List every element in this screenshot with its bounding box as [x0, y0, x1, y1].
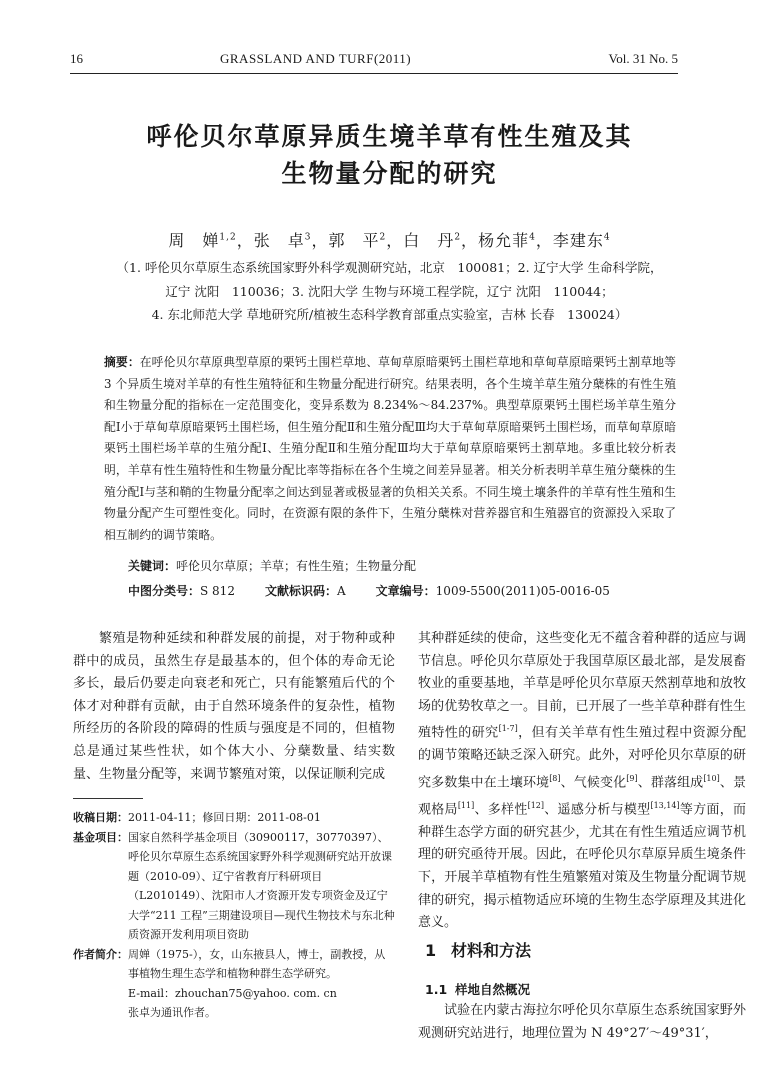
text-run: 、气候变化: [560, 775, 627, 791]
author-affil: 1,2: [219, 232, 237, 243]
abstract: [104, 352, 676, 546]
body-paragraph: 试验在内蒙古海拉尔呼伦贝尔草原生态系统国家野外观测研究站进行，地理位置为 N 49°27′～49°31′，: [418, 1003, 746, 1041]
paper-title-line2: 生物量分配的研究: [281, 159, 498, 188]
citation[interactable]: [9]: [626, 773, 638, 783]
fund-label: 基金项目：: [73, 830, 128, 844]
author-bio-label: 作者简介：: [73, 947, 128, 961]
corresponding-author: 张卓为通讯作者。: [128, 1006, 216, 1019]
article-no-value: 1009-5500(2011)05-0016-05: [435, 584, 610, 598]
author-name: 杨允菲: [478, 231, 530, 250]
author-email: E-mail：zhouchan75@yahoo. com. cn: [128, 986, 337, 1000]
body-column-right-cont: [418, 1000, 746, 1045]
citation[interactable]: [8]: [549, 773, 561, 783]
subsection-heading: [425, 980, 530, 998]
section-title: 材料和方法: [451, 941, 532, 960]
citation[interactable]: [11]: [457, 800, 475, 810]
text-run: 、景观格局: [418, 775, 746, 818]
body-paragraph: [418, 628, 746, 935]
text-run: 、群落组成: [637, 775, 704, 791]
abstract-label: 摘要：: [104, 355, 140, 369]
affiliation-line: 4. 东北师范大学 草地研究所/植被生态科学教育部重点实验室，吉林 长春 130024）: [151, 307, 628, 322]
author-affil: 2: [379, 232, 387, 243]
citation[interactable]: [10]: [703, 773, 720, 783]
author-name: 白 丹: [403, 231, 455, 250]
affiliation-line: （1. 呼伦贝尔草原生态系统国家野外科学观测研究站，北京 100081；2. 辽宁大学 生命科学院，: [116, 260, 663, 275]
body-column-left: [73, 628, 395, 786]
header-rule: [70, 73, 678, 74]
author-affil: 4: [603, 232, 611, 243]
dates-value: 2011-04-11；修回日期：2011-08-01: [128, 811, 321, 824]
volume-issue: Vol. 31 No. 5: [608, 51, 678, 66]
section-heading: [425, 938, 531, 961]
body-column-right: [418, 628, 746, 935]
subsection-number: 1.1: [425, 982, 448, 997]
author-name: 郭 平: [328, 231, 380, 250]
paper-title-line1: 呼伦贝尔草原异质生境羊草有性生殖及其: [146, 122, 633, 151]
footnote-rule: [73, 798, 143, 799]
text-run: 等方面，而种群生态学方面的研究甚少，尤其在有性生殖适应调节机理的研究亟待开展。因此，在呼伦贝尔草原异质生境条件下，开展羊草植物有性生殖繁殖对策及生物量分配调节规律的研究，揭示植物适应环境的生物生态学原理及其进化意义。: [418, 802, 746, 931]
author-bio-value: [128, 945, 395, 1023]
doc-code-value: A: [336, 584, 346, 598]
subsection-title: 样地自然概况: [455, 982, 531, 997]
footnotes: [73, 808, 395, 1023]
affiliation-line: 辽宁 沈阳 110036；3. 沈阳大学 生物与环境工程学院，辽宁 沈阳 110044；: [165, 284, 614, 299]
author-affil: 4: [529, 232, 536, 243]
author-name: 张 卓: [253, 231, 305, 250]
article-no-label: 文章编号：: [375, 584, 436, 598]
clc-value: S 812: [200, 584, 235, 598]
page-number: 16: [70, 51, 83, 66]
author-list: 周 婵$^{1,2}$，张 卓$^3$，郭 平$^2$，白 丹$^2$，杨允菲$^4$，李建东$^4$: [168, 231, 611, 250]
author-name: 李建东: [552, 231, 604, 250]
running-header: [70, 51, 678, 71]
text-run: 其种群延续的使命，这些变化无不蕴含着种群的适应与调节信息。呼伦贝尔草原处于我国草原区最北部，是发展畜牧业的重要基地，羊草是呼伦贝尔草原天然割草地和放牧场的优势牧草之一。目前，已开展了一些羊草种群有性生殖特性的研究: [418, 631, 746, 741]
fund-value: 国家自然科学基金项目（30900117，30770397）、呼伦贝尔草原生态系统国家野外科学观测研究站开放课题（2010-09）、辽宁省教育厅科研项目（L2010149）、沈阳市人才资源开发专项资金及辽宁大学“211 工程”三期建设项目—现代生物技术与东北种质资源开发利用项目资助: [128, 830, 395, 941]
journal-name: GRASSLAND AND TURF(2011): [220, 51, 412, 66]
classification-line: [128, 582, 688, 599]
section-number: 1: [425, 941, 437, 960]
doc-code-label: 文献标识码：: [264, 584, 337, 598]
text-run: ，但有关羊草有性生殖过程中资源分配的调节策略还缺乏深入研究。此外，对呼伦贝尔草原的研究多数集中在土壤环境: [418, 725, 746, 791]
author-affil: 2: [454, 232, 462, 243]
dates-label: 收稿日期：: [73, 811, 128, 824]
text-run: 、多样性: [474, 802, 528, 818]
citation[interactable]: [13,14]: [650, 800, 680, 810]
keywords: [128, 557, 676, 574]
author-name: 周 婵: [168, 231, 220, 250]
abstract-text: 在呼伦贝尔草原典型草原的栗钙土围栏草地、草甸草原暗栗钙土围栏草地和草甸草原暗栗钙土割草地等 3 个异质生境对羊草的有性生殖特征和生物量分配进行研究。结果表明，各个生境羊草生殖分蘖株的有性生殖和生物量分配的指标在一定范围变化，变异系数为 8.234%～84.237%。典型草原栗钙土围栏场羊草生殖分配Ⅰ小于草甸草原暗栗钙土围栏场，但生殖分配Ⅱ和生殖分配Ⅲ均大于草甸草原暗栗钙土围栏场，而草甸草原暗栗钙土围栏场羊草的生殖分配Ⅰ、生殖分配Ⅱ和生殖分配Ⅲ均大于草甸草原暗栗钙土割草地。多重比较分析表明，羊草有性生殖特性和生物量分配比率等指标在各个生境之间差异显著。相关分析表明羊草生殖分蘖株的生殖分配Ⅰ与茎和鞘的生物量分配率之间达到显著或极显著的负相关关系。不同生境土壤条件的羊草有性生殖和生物量分配产生可塑性变化。同时，在资源有限的条件下，生殖分蘖株对营养器官和生殖器官的资源投入采取了相互制约的调节策略。: [104, 355, 676, 542]
text-run: 、遥感分析与模型: [544, 802, 651, 818]
citation[interactable]: [12]: [527, 800, 545, 810]
citation[interactable]: [1-7]: [498, 724, 518, 734]
keywords-label: 关键词：: [128, 559, 177, 573]
body-paragraph: 繁殖是物种延续和种群发展的前提，对于物种或种群中的成员，虽然生存是最基本的，但个体的寿命无论多长，最后仍要走向衰老和死亡，只有能繁殖后代的个体才对种群有贡献，由于自然环境条件的复杂性，植物所经历的各阶段的障碍的性质与强度是不同的，但植物总是通过某些性状，如个体大小、分蘖数量、结实数量、生物量分配等，来调节繁殖对策，以保证顺利完成: [73, 631, 395, 782]
author-bio-text: 周婵（1975-），女，山东掖县人，博士，副教授，从事植物生理生态学和植物种群生态学研究。: [128, 947, 386, 980]
keywords-text: 呼伦贝尔草原；羊草；有性生殖；生物量分配: [176, 559, 417, 573]
author-affil: 3: [304, 232, 312, 243]
clc-label: 中图分类号：: [128, 584, 201, 598]
